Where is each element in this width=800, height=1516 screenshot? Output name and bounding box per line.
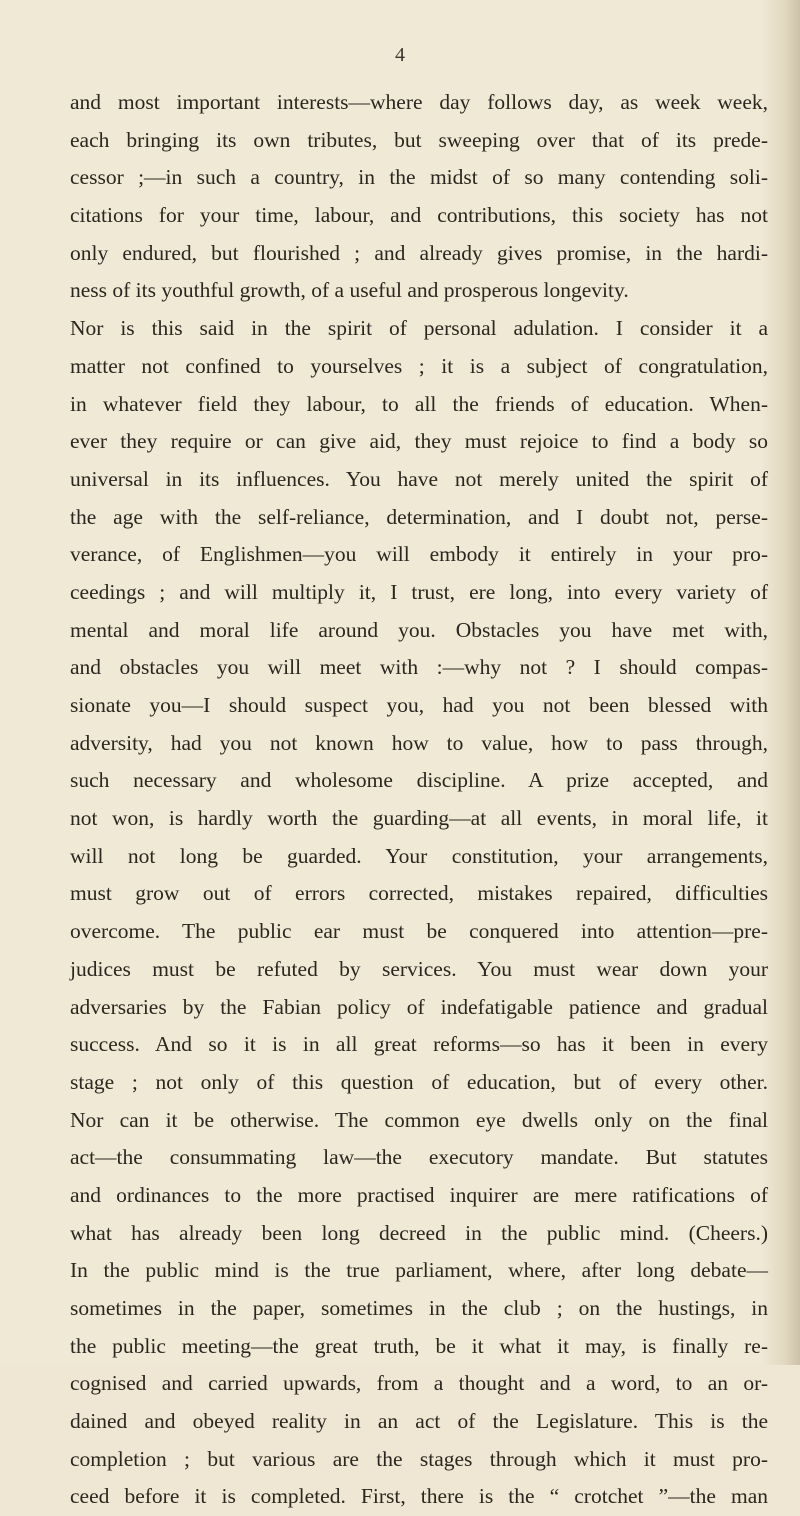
text-line: Nor can it be otherwise. The common eye dwells only on the final [70, 1107, 768, 1132]
text-line: what has already been long decreed in the public mind. (Cheers.) [70, 1220, 768, 1245]
text-line: dained and obeyed reality in an act of the Legislature. This is the [70, 1409, 768, 1434]
text-line: Nor is this said in the spirit of personal adulation. I consider it a [70, 316, 768, 341]
text-line: will not long be guarded. Your constitution, your arrangements, [70, 843, 768, 868]
text-line: each bringing its own tributes, but sweeping over that of its prede- [70, 127, 768, 152]
text-line: sionate you—I should suspect you, had you not been blessed with [70, 693, 768, 717]
text-line: sometimes in the paper, sometimes in the club ; on the hustings, in [70, 1296, 768, 1320]
text-line: mental and moral life around you. Obstacles you have met with, [70, 617, 768, 642]
text-line: only endured, but flourished ; and already gives promise, in the hardi- [70, 240, 768, 265]
text-line: success. And so it is in all great reforms—so has it been in every [70, 1032, 768, 1057]
text-line: must grow out of errors corrected, mistakes repaired, difficulties [70, 881, 768, 906]
text-line: ever they require or can give aid, they must rejoice to find a body so [70, 429, 768, 454]
text-line: matter not confined to yourselves ; it is a subject of congratulation, [70, 353, 768, 378]
text-line: completion ; but various are the stages through which it must pro- [70, 1446, 768, 1471]
text-line: verance, of Englishmen—you will embody it entirely in your pro- [70, 542, 768, 567]
body-text [70, 84, 768, 1516]
text-line: in whatever field they labour, to all the friends of education. When- [70, 391, 768, 416]
page-number: 4 [395, 44, 405, 66]
text-line: judices must be refuted by services. You must wear down your [70, 956, 768, 981]
text-line: such necessary and wholesome discipline. A prize accepted, and [70, 768, 768, 793]
text-line: act—the consummating law—the executory mandate. But statutes [70, 1145, 768, 1170]
text-line: and most important interests—where day follows day, as week week, [70, 90, 768, 114]
text-line: universal in its influences. You have not merely united the spirit of [70, 466, 768, 491]
text-line: ceedings ; and will multiply it, I trust, ere long, into every variety of [70, 579, 768, 604]
text-line: ness of its youthful growth, of a useful and prosperous longevity. [70, 278, 629, 303]
text-line: not won, is hardly worth the guarding—at all events, in moral life, it [70, 806, 768, 831]
text-line: cessor ;—in such a country, in the midst of so many contending soli- [70, 165, 768, 190]
text-line: and ordinances to the more practised inquirer are mere ratifications of [70, 1182, 768, 1207]
text-line: the public meeting—the great truth, be it what it may, is finally re- [70, 1333, 768, 1358]
text-line: cognised and carried upwards, from a thought and a word, to an or- [70, 1371, 768, 1396]
text-line: citations for your time, labour, and contributions, this society has not [70, 203, 768, 228]
text-line: In the public mind is the true parliament, where, after long debate— [70, 1258, 768, 1283]
text-line: the age with the self-reliance, determination, and I doubt not, perse- [70, 504, 768, 529]
text-line: ceed before it is completed. First, there is the “ crotchet ”—the man [70, 1484, 768, 1509]
text-line: and obstacles you will meet with :—why not ? I should compas- [70, 655, 768, 680]
text-line: overcome. The public ear must be conquered into attention—pre- [70, 919, 768, 944]
text-line: stage ; not only of this question of education, but of every other. [70, 1069, 768, 1094]
text-line: adversaries by the Fabian policy of indefatigable patience and gradual [70, 994, 768, 1019]
text-line: adversity, had you not known how to value, how to pass through, [70, 730, 768, 755]
